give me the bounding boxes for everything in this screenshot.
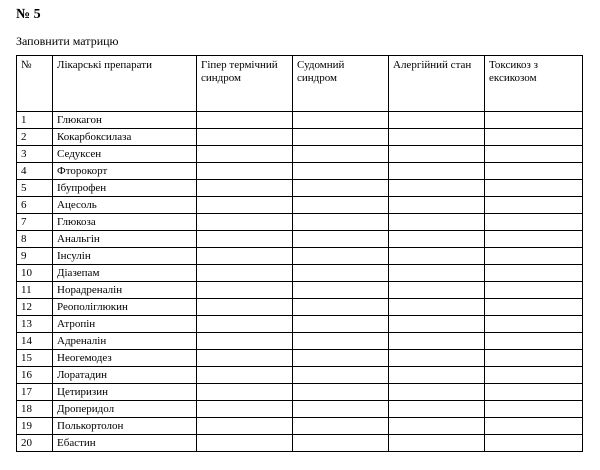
cell-hyperthermic[interactable] [197,435,293,452]
table-row [17,384,583,401]
row-number: 15 [17,350,53,367]
cell-toxicosis[interactable] [485,401,583,418]
row-number: 1 [17,112,53,129]
cell-hyperthermic[interactable] [197,146,293,163]
cell-convulsive[interactable] [293,163,389,180]
cell-hyperthermic[interactable] [197,333,293,350]
drug-name: Глюкагон [53,112,197,129]
table-row [17,231,583,248]
drug-name: Кокарбоксилаза [53,129,197,146]
cell-toxicosis[interactable] [485,316,583,333]
table-row [17,282,583,299]
cell-hyperthermic[interactable] [197,197,293,214]
cell-convulsive[interactable] [293,197,389,214]
cell-convulsive[interactable] [293,112,389,129]
cell-allergic[interactable] [389,418,485,435]
table-row [17,248,583,265]
cell-convulsive[interactable] [293,248,389,265]
table-row [17,163,583,180]
page-title: № 5 [16,7,41,22]
cell-convulsive[interactable] [293,384,389,401]
cell-convulsive[interactable] [293,129,389,146]
cell-hyperthermic[interactable] [197,112,293,129]
row-number: 18 [17,401,53,418]
row-number: 17 [17,384,53,401]
cell-convulsive[interactable] [293,333,389,350]
drug-name: Атропін [53,316,197,333]
cell-hyperthermic[interactable] [197,180,293,197]
cell-hyperthermic[interactable] [197,418,293,435]
header-convulsive-syndrome: Судомний синдром [293,56,389,112]
header-hyperthermic-syndrome: Гіпер термічний синдром [197,56,293,112]
row-number: 7 [17,214,53,231]
cell-allergic[interactable] [389,129,485,146]
cell-convulsive[interactable] [293,418,389,435]
cell-convulsive[interactable] [293,146,389,163]
cell-allergic[interactable] [389,112,485,129]
table-row [17,265,583,282]
drug-name: Реополіглюкин [53,299,197,316]
cell-convulsive[interactable] [293,435,389,452]
table-row [17,129,583,146]
cell-allergic[interactable] [389,180,485,197]
table-body [17,112,583,452]
cell-hyperthermic[interactable] [197,163,293,180]
cell-convulsive[interactable] [293,282,389,299]
cell-allergic[interactable] [389,350,485,367]
cell-convulsive[interactable] [293,401,389,418]
cell-convulsive[interactable] [293,367,389,384]
table-row [17,299,583,316]
drug-name: Діазепам [53,265,197,282]
cell-toxicosis[interactable] [485,248,583,265]
table-row [17,146,583,163]
cell-hyperthermic[interactable] [197,214,293,231]
drug-name: Полькортолон [53,418,197,435]
drug-matrix-table [16,55,583,452]
cell-toxicosis[interactable] [485,180,583,197]
table-row [17,435,583,452]
table-row [17,214,583,231]
cell-toxicosis[interactable] [485,265,583,282]
cell-allergic[interactable] [389,299,485,316]
cell-hyperthermic[interactable] [197,316,293,333]
cell-convulsive[interactable] [293,316,389,333]
cell-toxicosis[interactable] [485,418,583,435]
row-number: 6 [17,197,53,214]
cell-toxicosis[interactable] [485,299,583,316]
cell-toxicosis[interactable] [485,435,583,452]
cell-hyperthermic[interactable] [197,367,293,384]
cell-toxicosis[interactable] [485,197,583,214]
drug-name: Адреналін [53,333,197,350]
drug-name: Седуксен [53,146,197,163]
row-number: 13 [17,316,53,333]
cell-hyperthermic[interactable] [197,384,293,401]
table-row [17,401,583,418]
cell-allergic[interactable] [389,333,485,350]
drug-name: Ебастин [53,435,197,452]
cell-allergic[interactable] [389,231,485,248]
cell-allergic[interactable] [389,316,485,333]
row-number: 3 [17,146,53,163]
table-row [17,418,583,435]
instruction-text: Заповнити матрицю [16,34,119,48]
header-drugs: Лікарські препарати [53,56,197,112]
row-number: 12 [17,299,53,316]
cell-allergic[interactable] [389,197,485,214]
drug-name: Неогемодез [53,350,197,367]
cell-allergic[interactable] [389,384,485,401]
cell-hyperthermic[interactable] [197,265,293,282]
row-number: 20 [17,435,53,452]
cell-toxicosis[interactable] [485,367,583,384]
cell-allergic[interactable] [389,367,485,384]
cell-hyperthermic[interactable] [197,231,293,248]
row-number: 4 [17,163,53,180]
cell-allergic[interactable] [389,435,485,452]
cell-convulsive[interactable] [293,231,389,248]
cell-toxicosis[interactable] [485,231,583,248]
cell-convulsive[interactable] [293,180,389,197]
drug-name: Інсулін [53,248,197,265]
cell-convulsive[interactable] [293,299,389,316]
cell-hyperthermic[interactable] [197,282,293,299]
cell-toxicosis[interactable] [485,163,583,180]
cell-allergic[interactable] [389,401,485,418]
cell-allergic[interactable] [389,282,485,299]
table-row [17,333,583,350]
table-row [17,316,583,333]
header-allergic-state: Алергійний стан [389,56,485,112]
drug-name: Ібупрофен [53,180,197,197]
cell-toxicosis[interactable] [485,350,583,367]
row-number: 16 [17,367,53,384]
cell-toxicosis[interactable] [485,282,583,299]
row-number: 11 [17,282,53,299]
row-number: 9 [17,248,53,265]
cell-convulsive[interactable] [293,350,389,367]
cell-allergic[interactable] [389,163,485,180]
row-number: 14 [17,333,53,350]
row-number: 10 [17,265,53,282]
drug-name: Дроперидол [53,401,197,418]
cell-toxicosis[interactable] [485,333,583,350]
drug-name: Фторокорт [53,163,197,180]
table-row [17,197,583,214]
table-row [17,350,583,367]
cell-allergic[interactable] [389,248,485,265]
drug-name: Норадреналін [53,282,197,299]
header-toxicosis-exicosis: Токсикоз з ексикозом [485,56,583,112]
drug-name: Ацесоль [53,197,197,214]
cell-hyperthermic[interactable] [197,401,293,418]
cell-toxicosis[interactable] [485,146,583,163]
table-row [17,367,583,384]
cell-allergic[interactable] [389,146,485,163]
header-number: № [17,56,53,112]
cell-convulsive[interactable] [293,214,389,231]
cell-hyperthermic[interactable] [197,248,293,265]
cell-hyperthermic[interactable] [197,350,293,367]
cell-hyperthermic[interactable] [197,299,293,316]
cell-allergic[interactable] [389,265,485,282]
cell-toxicosis[interactable] [485,112,583,129]
cell-convulsive[interactable] [293,265,389,282]
cell-toxicosis[interactable] [485,384,583,401]
drug-name: Анальгін [53,231,197,248]
row-number: 2 [17,129,53,146]
row-number: 8 [17,231,53,248]
table-row [17,180,583,197]
cell-toxicosis[interactable] [485,129,583,146]
cell-hyperthermic[interactable] [197,129,293,146]
drug-name: Глюкоза [53,214,197,231]
drug-name: Лоратадин [53,367,197,384]
cell-allergic[interactable] [389,214,485,231]
drug-name: Цетиризин [53,384,197,401]
table-row [17,112,583,129]
cell-toxicosis[interactable] [485,214,583,231]
row-number: 19 [17,418,53,435]
row-number: 5 [17,180,53,197]
table-header-row [17,56,583,112]
